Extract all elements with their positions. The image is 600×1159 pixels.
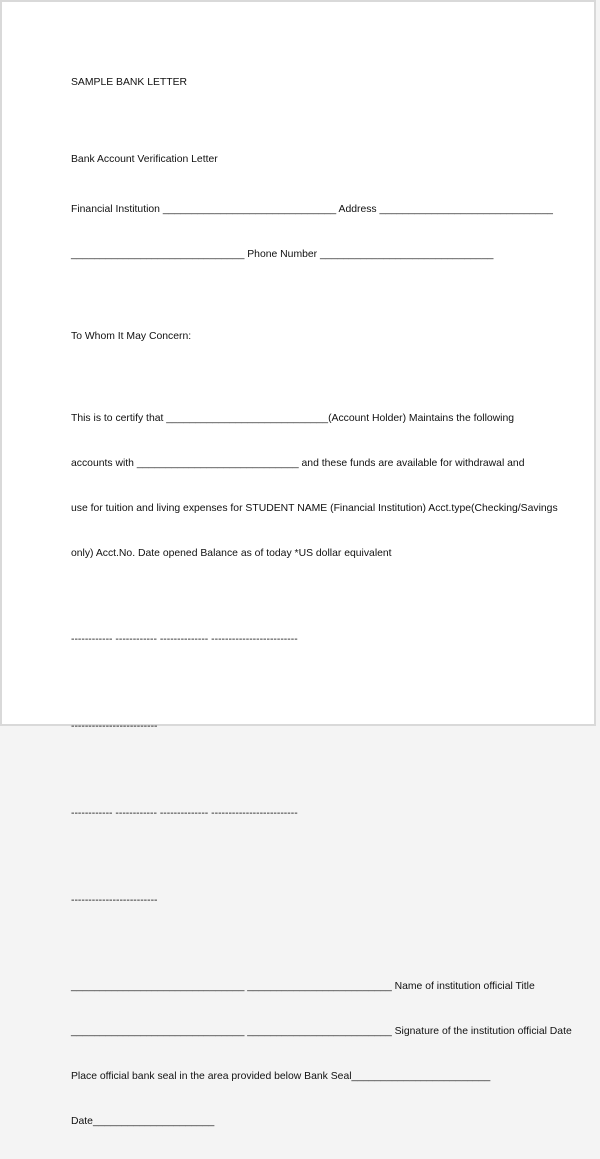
letter-subheading: Bank Account Verification Letter (71, 154, 218, 165)
seal-line: Place official bank seal in the area provided below Bank Seal________________________ (71, 1071, 491, 1082)
account-table-row: ------------------------- (71, 895, 158, 906)
salutation: To Whom It May Concern: (71, 331, 192, 342)
official-signature-line: ______________________________ _________________________ Signature of the institution official Date (71, 1026, 572, 1037)
account-table-row: ------------ ------------ -------------- ------------------------- (71, 808, 298, 819)
phone-line: ______________________________ Phone Number ______________________________ (71, 249, 494, 260)
body-line: accounts with ____________________________ and these funds are available for withdrawal and (71, 458, 525, 469)
account-table-row: ------------------------- (71, 721, 158, 732)
account-table-row: ------------ ------------ -------------- ------------------------- (71, 634, 298, 645)
body-line: only) Acct.No. Date opened Balance as of today *US dollar equivalent (71, 548, 392, 559)
official-name-line: ______________________________ _________________________ Name of institution official Title (71, 981, 535, 992)
institution-line: Financial Institution ______________________________ Address ______________________________ (71, 204, 553, 215)
date-line: Date_____________________ (71, 1116, 215, 1127)
body-line: use for tuition and living expenses for STUDENT NAME (Financial Institution) Acct.type(Checking/Savings (71, 503, 558, 514)
body-line: This is to certify that ____________________________(Account Holder) Maintains the following (71, 413, 515, 424)
letter-content (71, 45, 572, 1159)
letter-heading: SAMPLE BANK LETTER (71, 77, 188, 88)
